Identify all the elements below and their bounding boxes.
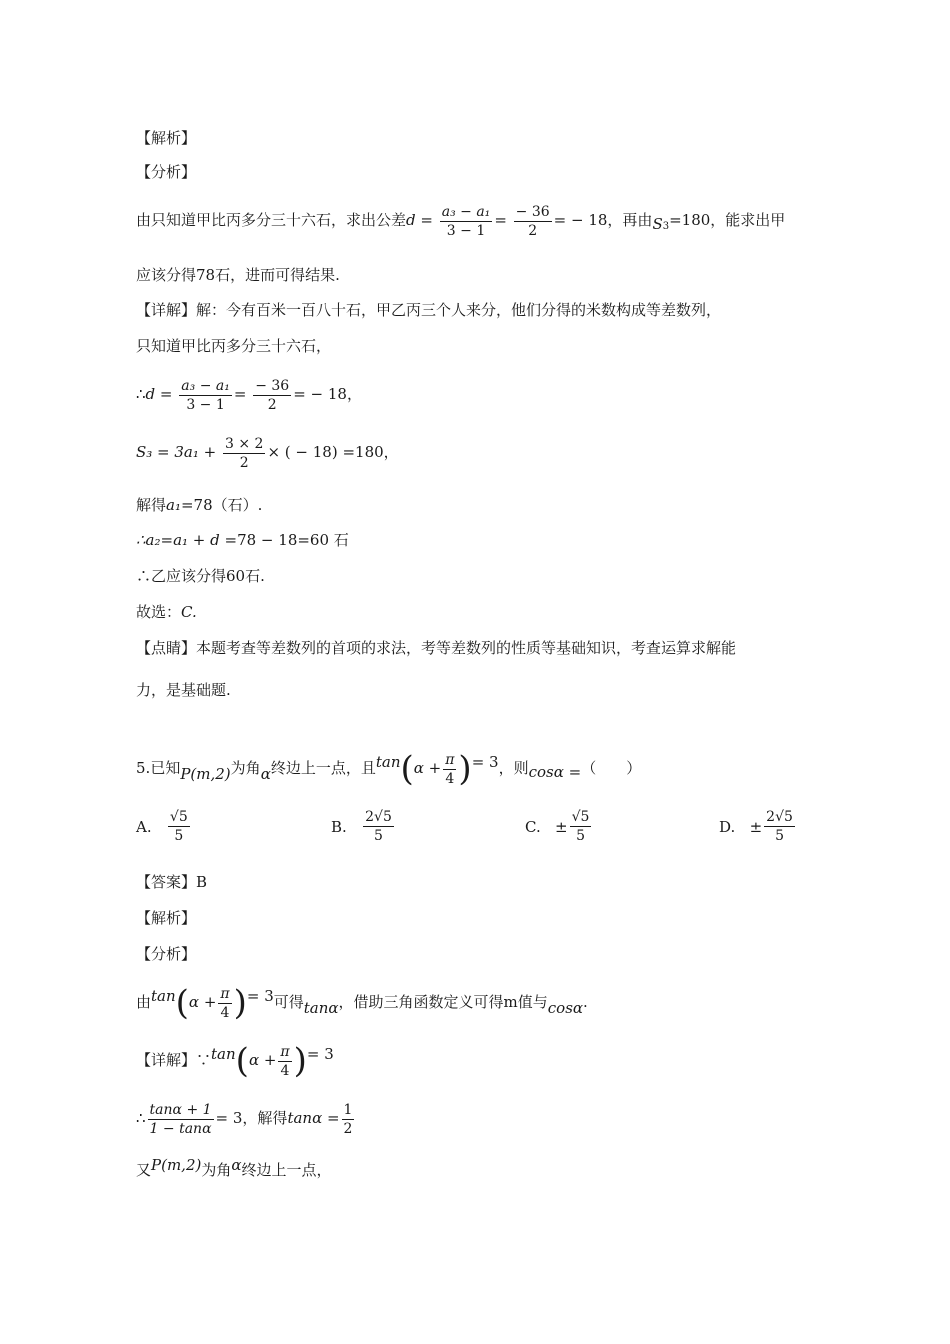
frac-denominator: 3 − 1	[186, 396, 225, 413]
frac-denominator: 4	[220, 1004, 230, 1021]
q5-breakdown-label: 【分析】	[136, 945, 197, 963]
q5-analysis-text: 由	[136, 993, 152, 1011]
q5-point: P(m,2)	[180, 765, 231, 783]
q5-blank: （ ）	[581, 759, 642, 777]
q4-detail-d: d =	[145, 385, 173, 403]
q5-detail-text: 又	[136, 1161, 152, 1179]
detail-label: 【详解】	[136, 1051, 197, 1069]
q5-detail-text: 为角	[201, 1161, 232, 1179]
q4-analysis-frac1	[440, 203, 493, 240]
q4-detail-frac3	[223, 435, 265, 472]
q5-eq: = 3	[246, 987, 274, 1005]
option-frac	[570, 808, 592, 845]
q4-detail-text: 解：今有百米一百八十石，甲乙丙三个人来分，他们分得的米数构成等差数列，	[196, 301, 722, 319]
q5-eq: = 3	[471, 753, 499, 771]
option-a[interactable]	[136, 808, 192, 845]
q4-analysis-line1	[136, 202, 785, 241]
q5-text: 终边上一点，且	[270, 759, 376, 777]
q5-inner: α +	[188, 993, 217, 1011]
q5-inner: α +	[248, 1051, 277, 1069]
option-frac	[764, 808, 795, 845]
frac-numerator: tanα + 1	[149, 1101, 212, 1118]
frac-denominator: 4	[445, 770, 455, 787]
frac-numerator: π	[280, 1043, 290, 1060]
q4-detail-line2: 只知道甲比丙多分三十六石，	[136, 337, 332, 355]
option-sign: ±	[555, 817, 568, 836]
q4-detail-s3-line	[136, 434, 399, 472]
option-label: A.	[136, 817, 152, 836]
a2-value: 78 − 18=60 石	[237, 531, 349, 549]
q5-tan: tan	[211, 1045, 236, 1063]
choose-value: C.	[181, 603, 197, 621]
option-sign: ±	[749, 817, 763, 836]
a1-value: =78（石）.	[180, 496, 263, 514]
q5-eq: = 3	[306, 1045, 334, 1063]
frac-denominator: 5	[374, 828, 383, 844]
q5-inner: α +	[413, 759, 442, 777]
q4-detail-d-result: = − 18，	[293, 385, 362, 403]
s3-formula-rhs: × ( − 18) =	[267, 443, 356, 461]
breakdown-label: 【分析】	[136, 163, 197, 181]
s3-formula-lhs: S₃ = 3a₁ +	[136, 443, 217, 461]
q5-tan-frac	[148, 1101, 214, 1138]
q4-analysis-s3-value: 180，能求出甲	[681, 211, 786, 229]
q5-cosa: cosα	[547, 999, 584, 1017]
frac-numerator: √5	[571, 809, 590, 825]
q5-detail-line3	[136, 1156, 332, 1180]
s3-subscript: 3	[662, 221, 670, 232]
q5-paren-left: (	[175, 983, 189, 1023]
q4-detail-frac2	[253, 377, 291, 414]
frac-denominator: 5	[775, 828, 784, 844]
q5-paren-right: )	[293, 1041, 307, 1081]
frac-numerator: − 36	[515, 203, 550, 220]
frac-denominator: 3 − 1	[446, 222, 486, 239]
comment-text: 本题考查等差数列的首项的求法，考等差数列的性质等基础知识，考查运算求解能	[196, 639, 737, 657]
frac-numerator: a₃ − a₁	[181, 377, 230, 394]
q4-detail-yi-line: ∴乙应该分得60石.	[136, 567, 265, 585]
q5-pi-frac	[278, 1043, 291, 1080]
q5-tana: tanα	[303, 999, 339, 1017]
q5-text: ，则	[498, 759, 529, 777]
choose-label: 故选：	[136, 603, 182, 621]
q4-analysis-frac2	[514, 203, 552, 240]
therefore-symbol: ∴	[136, 385, 146, 403]
q5-paren-right: )	[458, 749, 472, 789]
q4-analysis-line2: 应该分得78石，进而可得结果.	[136, 266, 340, 284]
frac-numerator: 2√5	[766, 809, 793, 825]
frac-numerator: 1	[343, 1101, 353, 1118]
q5-stem	[136, 748, 641, 788]
q5-cos: cosα =	[528, 763, 582, 781]
frac-numerator: π	[220, 985, 230, 1002]
therefore-symbol: ∴	[136, 1109, 146, 1127]
q5-tana: tanα =	[287, 1109, 340, 1127]
q5-detail-line2	[136, 1098, 356, 1138]
solve-label: 解得	[257, 1109, 288, 1127]
frac-denominator: 1 − tanα	[149, 1120, 212, 1137]
q4-detail-a2-line	[136, 530, 349, 550]
q4-analysis-intro: 由只知道甲比丙多分三十六石，求出公差	[136, 211, 407, 229]
q5-analysis-end: .	[583, 993, 588, 1011]
frac-numerator: a₃ − a₁	[441, 203, 491, 220]
equals-sign: =	[669, 211, 682, 229]
q5-analysis-line	[136, 982, 588, 1022]
frac-denominator: 2	[343, 1120, 353, 1137]
solve-label: 解得	[136, 496, 167, 514]
q4-comment-line1	[136, 638, 736, 658]
option-c[interactable]	[525, 808, 593, 845]
option-label: D.	[719, 817, 736, 836]
q5-paren-left: (	[400, 749, 414, 789]
q5-text: 为角	[230, 759, 261, 777]
a1-symbol: a₁	[166, 496, 181, 514]
comment-label: 【点睛】	[136, 639, 197, 657]
option-frac	[168, 808, 190, 845]
frac-denominator: 5	[174, 828, 184, 844]
q5-point: P(m,2)	[151, 1156, 202, 1174]
frac-denominator: 2	[528, 222, 538, 239]
equals-sign: =	[233, 385, 247, 403]
option-frac	[363, 808, 394, 845]
frac-denominator: 2	[239, 454, 249, 471]
frac-denominator: 2	[267, 396, 277, 413]
option-b[interactable]	[331, 808, 396, 845]
frac-numerator: 2√5	[365, 809, 392, 825]
q5-detail-eq: = 3，	[215, 1109, 258, 1127]
q5-detail-line1	[136, 1040, 334, 1080]
q5-tan: tan	[151, 987, 176, 1005]
q4-detail-line1	[136, 300, 721, 320]
q5-analysis-text: ，借助三角函数定义可得m值与	[338, 993, 548, 1011]
because-symbol: ∵	[196, 1051, 212, 1069]
equals-sign: =	[494, 211, 507, 229]
option-label: B.	[331, 817, 347, 836]
q5-detail-text: 终边上一点，	[241, 1161, 332, 1179]
answer-value: B	[196, 873, 208, 891]
q5-paren-left: (	[235, 1041, 249, 1081]
frac-numerator: √5	[169, 809, 188, 825]
analysis-label: 【解析】	[136, 129, 197, 147]
frac-numerator: π	[445, 751, 455, 768]
q5-pi-frac	[218, 985, 231, 1022]
q4-detail-choose-line	[136, 602, 197, 622]
q5-number: 5.	[136, 759, 151, 777]
answer-label: 【答案】	[136, 873, 197, 891]
q4-comment-line2: 力，是基础题.	[136, 681, 231, 699]
q5-paren-right: )	[233, 983, 247, 1023]
q5-half-frac	[342, 1101, 355, 1138]
q4-detail-frac1	[179, 377, 232, 414]
q4-analysis-d: d =	[406, 211, 433, 229]
q5-answer-line	[136, 872, 207, 892]
q5-analysis-label: 【解析】	[136, 909, 197, 927]
q5-pi-frac	[443, 751, 456, 788]
q5-alpha: α	[260, 765, 271, 783]
detail-label: 【详解】	[136, 301, 197, 319]
q5-tan: tan	[375, 753, 401, 771]
a2-formula: ∴a₂=a₁ + d =	[136, 531, 238, 549]
frac-numerator: − 36	[255, 377, 290, 394]
q5-text: 已知	[150, 759, 181, 777]
q4-detail-a1-line	[136, 495, 262, 515]
q4-detail-d-line	[136, 376, 362, 414]
s3-value: 180，	[355, 443, 399, 461]
q5-alpha: α	[231, 1156, 242, 1174]
s3-symbol: S	[652, 215, 663, 233]
frac-denominator: 5	[576, 828, 585, 844]
option-d[interactable]	[719, 808, 797, 845]
frac-denominator: 4	[280, 1062, 290, 1079]
option-label: C.	[525, 817, 541, 836]
q4-analysis-result: = − 18，再由	[553, 211, 653, 229]
q5-analysis-text: 可得	[273, 993, 304, 1011]
frac-numerator: 3 × 2	[225, 435, 264, 452]
